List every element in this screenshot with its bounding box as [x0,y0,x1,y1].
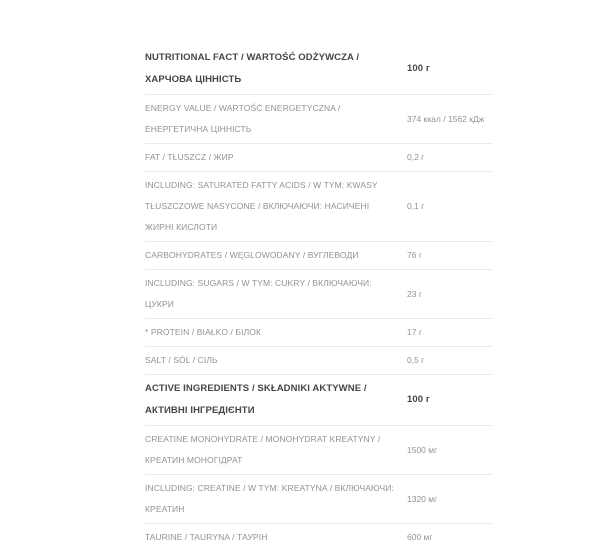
row-value: 17 г [407,327,422,337]
row-label: ENERGY VALUE / WARTOŚĆ ENERGETYCZNA / ЕНЕРГЕТИЧНА ЦІННІСТЬ [145,103,341,134]
table-row [145,144,492,172]
row-value: 600 мг [407,532,433,542]
row-value: 23 г [407,288,422,299]
row-value: 1500 мг [407,444,438,455]
row-label: INCLUDING: CREATINE / W TYM: KREATYNA / ВКЛЮЧАЮЧИ: КРЕАТИН [145,483,394,514]
table-row [145,426,492,475]
row-label: CARBOHYDRATES / WĘGLOWODANY / ВУГЛЕВОДИ [145,250,359,260]
row-label: TAURINE / TAURYNA / ТАУРІН [145,532,268,542]
section-header-value: 100 г [407,394,430,405]
row-label: CREATINE MONOHYDRATE / MONOHYDRAT KREATYNY / КРЕАТИН МОНОГІДРАТ [145,434,381,465]
section-header-label: ACTIVE INGREDIENTS / SKŁADNIKI AKTYWNE / АКТИВНІ ІНГРЕДІЄНТИ [145,383,367,416]
row-label: * PROTEIN / BIAŁKO / БІЛОК [145,327,262,337]
row-value: 0,2 г [407,152,425,162]
row-label: INCLUDING: SATURATED FATTY ACIDS / W TYM: KWASY TŁUSZCZOWE NASYCONE / ВКЛЮЧАЮЧИ: НАСИЧЕНІ ЖИРНІ КИСЛОТИ [145,180,378,232]
section-header-row [145,375,492,426]
section-header-row [145,44,492,95]
row-label: FAT / TŁUSZCZ / ЖИР [145,152,234,162]
row-label: SALT / SÓL / СІЛЬ [145,355,218,365]
row-value: 0,1 г [407,201,425,211]
table-row [145,524,492,551]
row-value: 374 ккал / 1562 кДж [407,113,485,124]
nutrition-table [145,44,492,551]
table-row [145,95,492,144]
row-value: 76 г [407,250,422,260]
table-row [145,242,492,270]
table-row [145,270,492,319]
table-row [145,319,492,347]
row-value: 0,5 г [407,355,425,365]
section-header-value: 100 г [407,63,430,74]
row-label: INCLUDING: SUGARS / W TYM: CUKRY / ВКЛЮЧАЮЧИ: ЦУКРИ [145,278,372,309]
row-value: 1320 мг [407,493,438,504]
table-row [145,172,492,242]
table-row [145,347,492,375]
section-header-label: NUTRITIONAL FACT / WARTOŚĆ ODŻYWCZA / ХАРЧОВА ЦІННІСТЬ [145,52,360,85]
nutrition-label [145,44,492,551]
